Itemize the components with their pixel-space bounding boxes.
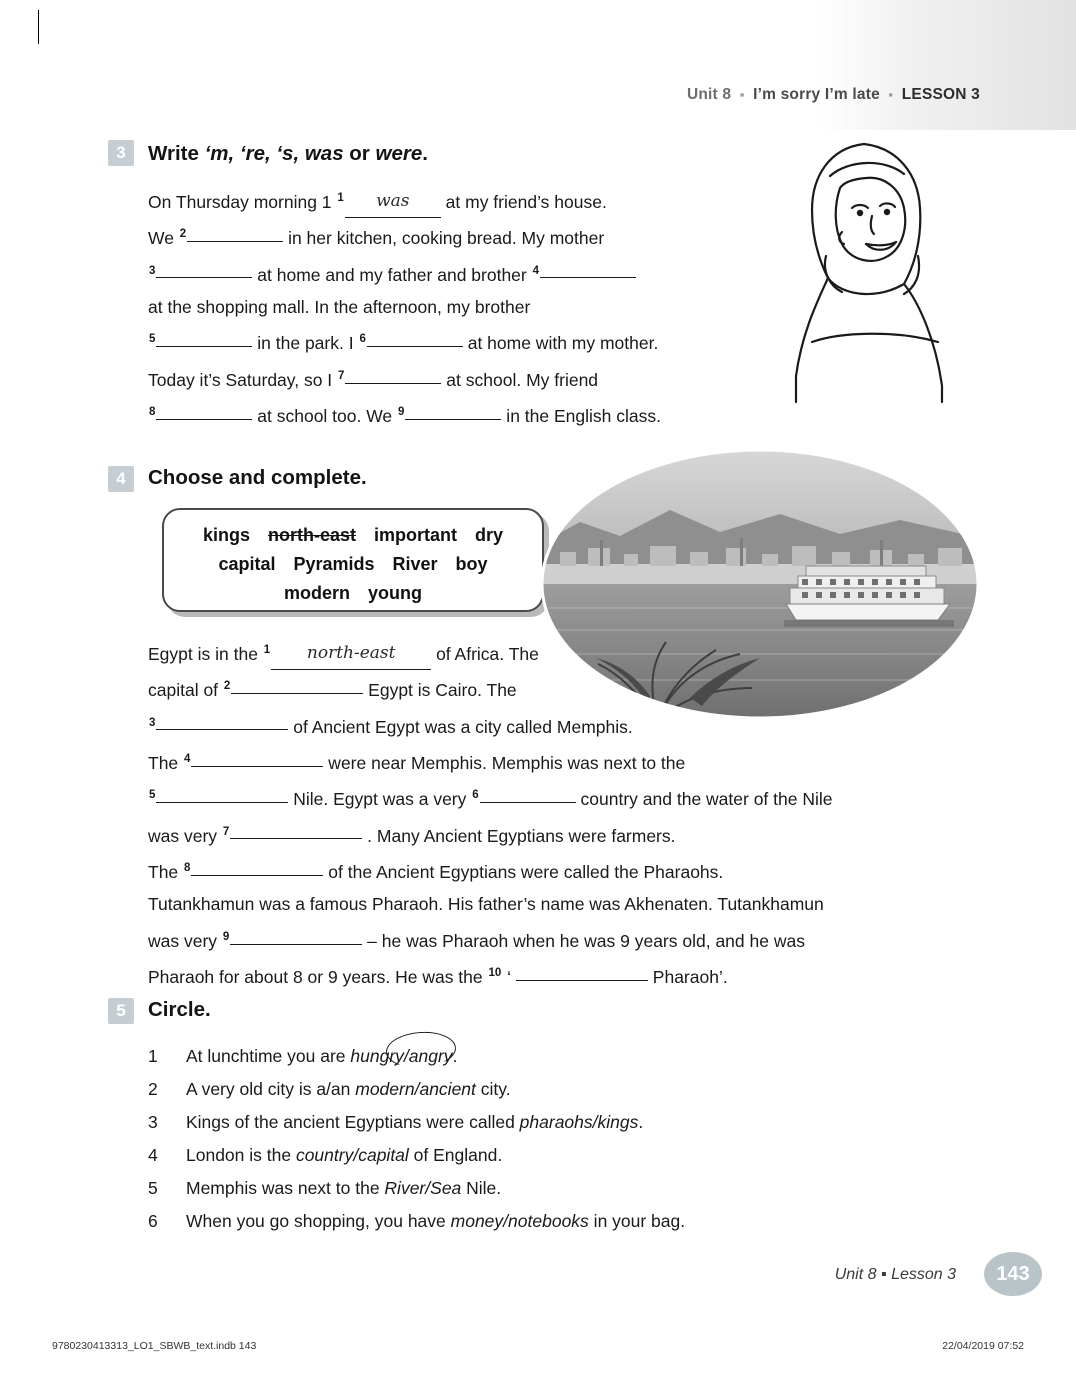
static-text: The xyxy=(148,752,184,773)
static-text: at school too. We xyxy=(252,405,398,426)
static-text: of Africa. The xyxy=(431,643,539,664)
option-a[interactable]: money xyxy=(450,1211,504,1231)
exercise-5-list xyxy=(148,1040,908,1238)
word-bank-item[interactable]: kings xyxy=(202,525,250,545)
question-number: 3 xyxy=(148,1112,158,1132)
answer-blank[interactable] xyxy=(191,875,323,876)
option-b[interactable]: angry xyxy=(408,1046,453,1066)
circle-question-row xyxy=(148,1073,908,1106)
girl-illustration xyxy=(768,136,980,404)
text-line xyxy=(148,218,788,254)
word-bank-item[interactable]: north-east xyxy=(267,525,356,545)
print-info-left: 9780230413313_LO1_SBWB_text.indb 143 xyxy=(52,1340,257,1352)
exercise-5-number: 5 xyxy=(108,998,134,1024)
answer-blank[interactable] xyxy=(156,802,288,803)
static-text: Egypt is in the xyxy=(148,643,263,664)
gap-number: 9 xyxy=(222,930,230,943)
option-b[interactable]: capital xyxy=(358,1145,409,1165)
question-stem: Kings of the ancient Egyptians were called xyxy=(186,1112,520,1132)
question-stem: Memphis was next to the xyxy=(186,1178,385,1198)
question-stem: At lunchtime you are xyxy=(186,1046,351,1066)
word-bank-item[interactable]: Pyramids xyxy=(293,554,375,574)
option-b[interactable]: Sea xyxy=(430,1178,462,1198)
gap-number: 1 xyxy=(337,192,344,204)
question-text xyxy=(186,1073,511,1106)
answer-blank[interactable] xyxy=(516,980,648,981)
text-line xyxy=(148,743,988,779)
question-tail: city. xyxy=(475,1079,511,1099)
static-text: at home with my mother. xyxy=(462,333,659,354)
static-text: was very xyxy=(148,930,222,951)
static-text: were near Memphis. Memphis was next to the xyxy=(323,752,686,773)
question-text xyxy=(186,1205,685,1238)
static-text: at my friend’s house. xyxy=(440,191,607,212)
static-text: at the shopping mall. In the afternoon, my brother xyxy=(148,296,531,317)
page-number-badge: 143 xyxy=(984,1252,1042,1296)
answer-blank[interactable] xyxy=(230,838,362,839)
gap-number: 8 xyxy=(184,861,191,874)
static-text: Today it’s Saturday, so I xyxy=(148,369,338,390)
question-number: 4 xyxy=(148,1145,158,1165)
circle-question-row xyxy=(148,1139,908,1172)
gap-number: 6 xyxy=(472,789,479,802)
running-head-separator-2: ▪ xyxy=(888,87,894,102)
circle-question-row xyxy=(148,1205,908,1238)
static-text: in the park. I xyxy=(252,333,359,354)
running-head-title: I’m sorry I’m late xyxy=(753,86,880,103)
static-text: of Ancient Egypt was a city called Memphis. xyxy=(288,716,633,737)
option-a[interactable]: country xyxy=(295,1145,354,1165)
word-bank xyxy=(162,508,544,612)
gap-number: 5 xyxy=(149,789,156,802)
question-text xyxy=(186,1172,501,1205)
running-head-unit: Unit 8 xyxy=(686,86,732,103)
exercise-3-title-end: . xyxy=(422,142,428,165)
answer-blank[interactable] xyxy=(156,277,252,278)
gap-number: 1 xyxy=(263,644,271,656)
text-line xyxy=(148,779,988,815)
word-bank-item[interactable]: River xyxy=(392,554,438,574)
static-text: country and the water of the Nile xyxy=(575,789,833,810)
option-b[interactable]: kings xyxy=(597,1112,639,1132)
crop-mark-top-left-vertical xyxy=(38,10,39,44)
nile-river-photo xyxy=(540,448,980,720)
text-line xyxy=(148,957,988,993)
question-text xyxy=(186,1106,643,1139)
exercise-5-title: Circle. xyxy=(148,998,211,1021)
gap-number: 2 xyxy=(223,680,231,693)
option-separator: / xyxy=(403,1046,409,1066)
option-separator: / xyxy=(503,1211,509,1231)
answer-blank[interactable] xyxy=(540,277,636,278)
gap-number: 4 xyxy=(184,752,191,765)
gap-number: 8 xyxy=(149,406,156,419)
option-separator: / xyxy=(353,1145,359,1165)
question-stem: London is the xyxy=(186,1145,296,1165)
static-text: On Thursday morning 1 xyxy=(148,191,337,212)
question-number: 6 xyxy=(148,1211,158,1231)
exercise-3-title xyxy=(148,142,428,166)
word-bank-item[interactable]: important xyxy=(374,525,457,545)
question-tail: . xyxy=(638,1112,644,1132)
answer-blank[interactable] xyxy=(230,944,362,945)
static-text: Pharaoh’. xyxy=(647,966,728,987)
word-bank-item[interactable]: young xyxy=(368,583,422,603)
option-b[interactable]: ancient xyxy=(419,1079,476,1099)
text-line xyxy=(148,360,788,396)
gap-number: 7 xyxy=(338,369,345,382)
static-text: in the English class. xyxy=(501,405,661,426)
gap-number: 9 xyxy=(398,406,405,419)
static-text: of the Ancient Egyptians were called the Pharaohs. xyxy=(323,861,724,882)
static-text: We xyxy=(148,228,179,249)
word-bank-item[interactable]: boy xyxy=(455,554,488,574)
question-number: 5 xyxy=(148,1178,158,1198)
option-separator: / xyxy=(414,1079,420,1099)
running-head-separator-1: ▪ xyxy=(739,87,745,102)
option-separator: / xyxy=(425,1178,431,1198)
answer-blank[interactable] xyxy=(187,241,283,242)
text-line xyxy=(148,816,988,852)
gap-number: 4 xyxy=(532,264,540,277)
running-head xyxy=(687,86,980,104)
static-text: . Many Ancient Egyptians were farmers. xyxy=(362,825,676,846)
gap-number: 6 xyxy=(359,333,366,346)
static-text: was very xyxy=(148,825,222,846)
static-text: The xyxy=(148,861,184,882)
answer-blank[interactable] xyxy=(156,346,252,347)
text-line xyxy=(148,888,988,921)
answer-blank[interactable] xyxy=(480,802,576,803)
exercise-3-body xyxy=(148,182,788,432)
word-bank-words xyxy=(164,510,542,608)
static-text: – he was Pharaoh when he was 9 years old, and he was xyxy=(362,930,805,951)
exercise-3-title-italic-2: were xyxy=(375,142,423,165)
option-b[interactable]: notebooks xyxy=(508,1211,589,1231)
handwritten-answer[interactable]: was xyxy=(345,185,441,219)
text-line xyxy=(148,182,788,218)
exercise-4-number: 4 xyxy=(108,466,134,492)
text-line xyxy=(148,323,788,359)
word-bank-item[interactable]: dry xyxy=(475,525,504,545)
static-text: Egypt is Cairo. The xyxy=(363,680,517,701)
question-tail: in your bag. xyxy=(588,1211,686,1231)
gap-number: 2 xyxy=(179,228,187,241)
option-a[interactable]: pharaohs xyxy=(519,1112,593,1132)
header-gradient-band xyxy=(818,0,1076,130)
gap-number: 3 xyxy=(149,716,156,729)
question-stem: A very old city is a/an xyxy=(186,1079,356,1099)
running-head-lesson: LESSON 3 xyxy=(901,86,980,103)
handwritten-answer[interactable]: north-east xyxy=(271,637,431,671)
question-text xyxy=(186,1139,502,1172)
static-text: Tutankhamun was a famous Pharaoh. His father’s name was Akhenaten. Tutankhamun xyxy=(148,894,824,915)
circle-question-row xyxy=(148,1040,908,1073)
folio-label: Unit 8 ▪ Lesson 3 xyxy=(834,1266,956,1283)
answer-blank[interactable] xyxy=(367,346,463,347)
circle-question-row xyxy=(148,1106,908,1139)
option-a[interactable]: River xyxy=(384,1178,426,1198)
option-a[interactable]: hungry xyxy=(350,1046,404,1066)
answer-blank[interactable] xyxy=(156,729,288,730)
static-text: Nile. Egypt was a very xyxy=(288,789,472,810)
question-stem: When you go shopping, you have xyxy=(186,1211,451,1231)
option-separator: / xyxy=(592,1112,598,1132)
exercise-3-number: 3 xyxy=(108,140,134,166)
static-text: at home and my father and brother xyxy=(252,264,532,285)
static-text: ‘ xyxy=(502,966,516,987)
exercise-4-title: Choose and complete. xyxy=(148,466,367,489)
static-text: Pharaoh for about 8 or 9 years. He was the xyxy=(148,966,488,987)
question-number: 2 xyxy=(148,1079,158,1099)
static-text: capital of xyxy=(148,680,223,701)
option-a[interactable]: modern xyxy=(355,1079,415,1099)
answer-blank[interactable] xyxy=(231,693,363,694)
answer-blank[interactable] xyxy=(156,419,252,420)
question-tail: Nile. xyxy=(461,1178,502,1198)
answer-blank[interactable] xyxy=(405,419,501,420)
text-line xyxy=(148,921,988,957)
static-text: in her kitchen, cooking bread. My mother xyxy=(283,228,605,249)
print-info xyxy=(52,1340,1024,1352)
gap-number: 5 xyxy=(149,333,156,346)
word-bank-item[interactable]: capital xyxy=(218,554,276,574)
gap-number: 7 xyxy=(222,825,230,838)
text-line xyxy=(148,396,788,432)
static-text: at school. My friend xyxy=(441,369,599,390)
exercise-3-title-italic: ‘m, ‘re, ‘s, was xyxy=(204,142,344,165)
exercise-3-title-mid: or xyxy=(343,142,376,165)
text-line xyxy=(148,255,788,291)
text-line xyxy=(148,852,988,888)
text-line xyxy=(148,291,788,324)
question-tail: of England. xyxy=(408,1145,503,1165)
exercise-3-title-pre: Write xyxy=(148,142,205,165)
answer-blank[interactable] xyxy=(345,383,441,384)
print-info-right: 22/04/2019 07:52 xyxy=(942,1340,1024,1352)
question-tail: . xyxy=(452,1046,458,1066)
answer-blank[interactable] xyxy=(191,766,323,767)
circle-question-row xyxy=(148,1172,908,1205)
question-number: 1 xyxy=(148,1046,158,1066)
gap-number: 3 xyxy=(149,264,156,277)
word-bank-item[interactable]: modern xyxy=(283,583,350,603)
gap-number: 10 xyxy=(488,967,502,980)
